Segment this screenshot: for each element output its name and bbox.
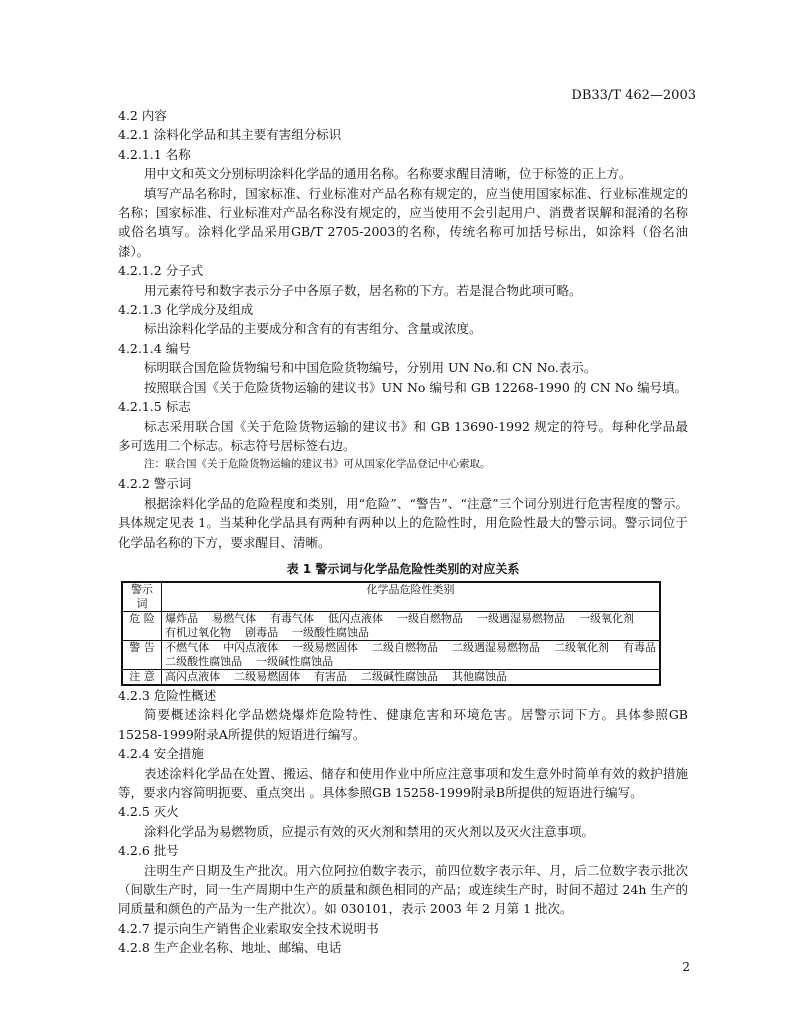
paragraph: 填写产品名称时，国家标准、行业标准对产品名称有规定的，应当使用国家标准、行业标准规定的名称；国家标准、行业标准对产品名称没有规定的，应当使用不会引起用户、消费者误解和混淆的名称或俗名填写。涂料化学品采用GB/T 2705-2003的名称，传统名称可加括号标出，如涂料（俗名油漆）。: [118, 185, 688, 259]
hazard-category-line: 有机过氧化物 剧毒品 一级酸性腐蚀品: [165, 625, 370, 639]
table-caption: 表 1 警示词与化学品危险性类别的对应关系: [286, 561, 520, 576]
section-block-b: [118, 686, 688, 958]
hazard-category-cell: [162, 640, 660, 669]
note-text: 注：联合国《关于危险货物运输的建议书》可从国家化学品登记中心索取。: [144, 458, 491, 471]
paragraph: 标出涂料化学品的主要成分和含有的有害组分、含量或浓度。: [144, 321, 482, 337]
section-heading: 4.2.2 警示词: [118, 476, 192, 492]
section-heading: 4.2.3 危险性概述: [118, 687, 217, 703]
section-heading: 4.2.1.4 编号: [118, 340, 191, 356]
hazard-category-line: 高闪点液体 二级易燃固体 有害品 二级碱性腐蚀品 其他腐蚀品: [165, 669, 508, 683]
section-heading: 4.2.1 涂料化学品和其主要有害组分标识: [118, 127, 342, 143]
section-block-a: [118, 106, 688, 552]
paragraph: 用中文和英文分别标明涂料化学品的通用名称。名称要求醒目清晰，位于标签的正上方。: [144, 166, 632, 182]
hazard-category-cell: [162, 611, 660, 640]
section-heading: 4.2.1.5 标志: [118, 399, 191, 415]
section-heading: 4.2.5 灭火: [118, 804, 179, 820]
table-header-word: 警示词: [122, 582, 162, 612]
section-heading: 4.2.4 安全措施: [118, 746, 204, 762]
paragraph: 简要概述涂料化学品燃烧爆炸危险特性、健康危害和环境危害。居警示词下方。具体参照GB 15258-1999附录A所提供的短语进行编写。: [118, 707, 688, 742]
table-row: [122, 669, 660, 685]
section-heading: 4.2 内容: [118, 108, 167, 123]
hazard-category-cell: [162, 669, 660, 685]
signal-word-cell: 警 告: [122, 640, 162, 669]
section-heading: 4.2.1.2 分子式: [118, 263, 204, 279]
paragraph: 按照联合国《关于危险货物运输的建议书》UN No 编号和 GB 12268-1990 的 CN No 编号填。: [144, 379, 688, 395]
document-body: [118, 106, 688, 958]
section-heading: 4.2.1.3 化学成分及组成: [118, 302, 254, 318]
document-header: DB33/T 462—2003: [571, 88, 696, 103]
section-heading: 4.2.6 批号: [118, 843, 179, 859]
paragraph: 表述涂料化学品在处置、搬运、储存和使用作业中所应注意事项和发生意外时简单有效的救护措施等，要求内容简明扼要、重点突出 。具体参照GB 15258-1999附录B所提供的短语进行编写。: [118, 765, 688, 800]
paragraph: 标明联合国危险货物编号和中国危险货物编号，分别用 UN No.和 CN No.表示。: [144, 360, 597, 376]
hazard-category-line: 爆炸品 易燃气体 有毒气体 低闪点液体 一级自燃物品 一级遇湿易燃物品 一级氧化剂: [165, 611, 634, 625]
section-heading: 4.2.8 生产企业名称、地址、邮编、电话: [118, 940, 342, 956]
paragraph: 标志采用联合国《关于危险货物运输的建议书》和 GB 13690-1992 规定的符号。每种化学品最多可选用二个标志。标志符号居标签右边。: [118, 418, 688, 453]
section-heading: 4.2.7 提示向生产销售企业索取安全技术说明书: [118, 920, 379, 936]
page-number: 2: [682, 960, 690, 974]
hazard-category-line: 不燃气体 中闪点液体 一级易燃固体 二级自燃物品 二级遇湿易燃物品 二级氧化剂 有毒品: [165, 640, 656, 654]
signal-word-cell: 注 意: [122, 669, 162, 685]
paragraph: 注明生产日期及生产批次。用六位阿拉伯数字表示，前四位数字表示年、月，后二位数字表示批次（间歇生产时，同一生产周期中生产的质量和颜色相同的产品；或连续生产时，时间不超过 24h 生产的同质量和颜色的产品为一生产批次）。如 030101，表示 2003 年 2 月第 1 批次。: [118, 862, 688, 917]
signal-word-table: [121, 581, 661, 686]
table-header-category: 化学品危险性类别: [162, 582, 660, 612]
paragraph: 根据涂料化学品的危险程度和类别，用“危险”、“警告”、“注意”三个词分别进行危害程度的警示。具体规定见表 1。当某种化学品具有两种有两种以上的危险性时，用危险性最大的警示词。警示词位于化学品名称的下方，要求醒目、清晰。: [118, 495, 688, 550]
section-heading: 4.2.1.1 名称: [118, 146, 191, 162]
table-row: [122, 611, 660, 640]
table-row: [122, 640, 660, 669]
hazard-category-line: 二级酸性腐蚀品 一级碱性腐蚀品: [165, 654, 334, 668]
paragraph: 涂料化学品为易燃物质，应提示有效的灭火剂和禁用的灭火剂以及灭火注意事项。: [144, 823, 595, 839]
signal-word-cell: 危 险: [122, 611, 162, 640]
paragraph: 用元素符号和数字表示分子中各原子数，居名称的下方。若是混合物此项可略。: [144, 282, 582, 298]
